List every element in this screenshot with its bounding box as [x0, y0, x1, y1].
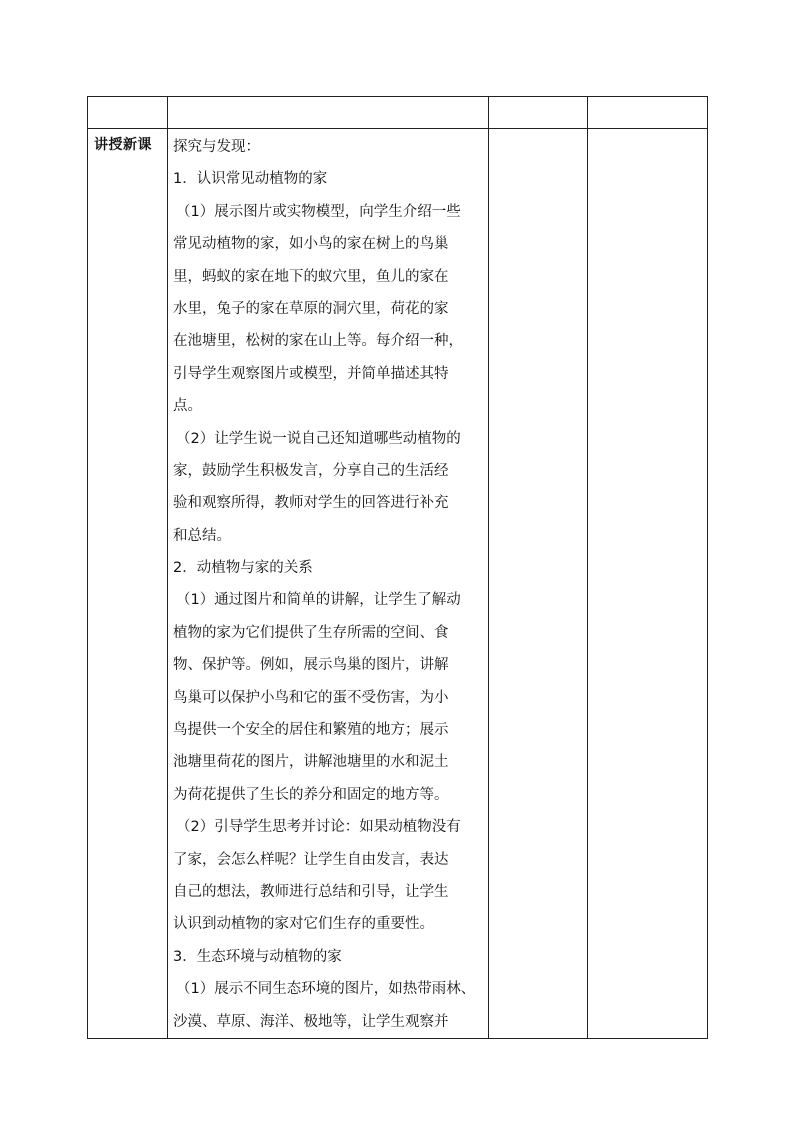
- content-line: 自己的想法，教师进行总结和引导，让学生: [173, 883, 449, 900]
- content-line: （1）通过图片和简单的讲解，让学生了解动: [176, 592, 461, 609]
- content-line: 里，蚂蚁的家在地下的蚁穴里，鱼儿的家在: [173, 268, 449, 285]
- content-line: 沙漠、草原、海洋、极地等，让学生观察并: [173, 1013, 449, 1030]
- content-line: （2）让学生说一说自己还知道哪些动植物的: [176, 430, 461, 447]
- content-line: 家，鼓励学生积极发言，分享自己的生活经: [173, 462, 449, 479]
- content-line: 1．认识常见动植物的家: [173, 171, 328, 188]
- content-cell: [168, 129, 489, 1039]
- content-line: 验和观察所得，教师对学生的回答进行补充: [173, 495, 449, 512]
- lesson-plan-table: [87, 96, 708, 1039]
- section-label-cell: [88, 129, 168, 1039]
- content-line: 3．生态环境与动植物的家: [173, 948, 342, 965]
- empty-cell-3: [489, 129, 588, 1039]
- content-line: 常见动植物的家，如小鸟的家在树上的鸟巢: [173, 236, 449, 253]
- content-line: （1）展示图片或实物模型，向学生介绍一些: [176, 203, 461, 220]
- content-line: （1）展示不同生态环境的图片，如热带雨林、: [176, 981, 476, 998]
- content-line: 为荷花提供了生长的养分和固定的地方等。: [173, 786, 449, 803]
- header-cell-1: [88, 97, 168, 129]
- content-line: 池塘里荷花的图片，讲解池塘里的水和泥土: [173, 754, 449, 771]
- content-line: 水里，兔子的家在草原的洞穴里，荷花的家: [173, 300, 449, 317]
- content-line: （2）引导学生思考并讨论：如果动植物没有: [176, 819, 461, 836]
- content-line: 认识到动植物的家对它们生存的重要性。: [173, 916, 434, 933]
- content-line: 探究与发现：: [173, 139, 260, 155]
- content-line: 引导学生观察图片或模型，并简单描述其特: [173, 365, 449, 382]
- content-line: 点。: [173, 398, 202, 415]
- content-line: 了家，会怎么样呢？让学生自由发言，表达: [173, 851, 449, 868]
- table-header-row: [88, 97, 708, 129]
- content-line: 植物的家为它们提供了生存所需的空间、食: [173, 624, 449, 641]
- empty-cell-4: [588, 129, 708, 1039]
- content-line: 和总结。: [173, 527, 231, 544]
- content-line: 在池塘里，松树的家在山上等。每介绍一种，: [173, 333, 463, 350]
- content-line: 鸟巢可以保护小鸟和它的蛋不受伤害，为小: [173, 689, 449, 706]
- section-label: 讲授新课: [94, 137, 152, 153]
- header-cell-2: [168, 97, 489, 129]
- header-cell-3: [489, 97, 588, 129]
- table-row-teaching: [88, 129, 708, 1039]
- content-line: 2．动植物与家的关系: [173, 560, 313, 577]
- content-line: 鸟提供一个安全的居住和繁殖的地方；展示: [173, 722, 449, 739]
- content-text: [168, 129, 488, 1038]
- header-cell-4: [588, 97, 708, 129]
- content-line: 物、保护等。例如，展示鸟巢的图片，讲解: [173, 657, 449, 674]
